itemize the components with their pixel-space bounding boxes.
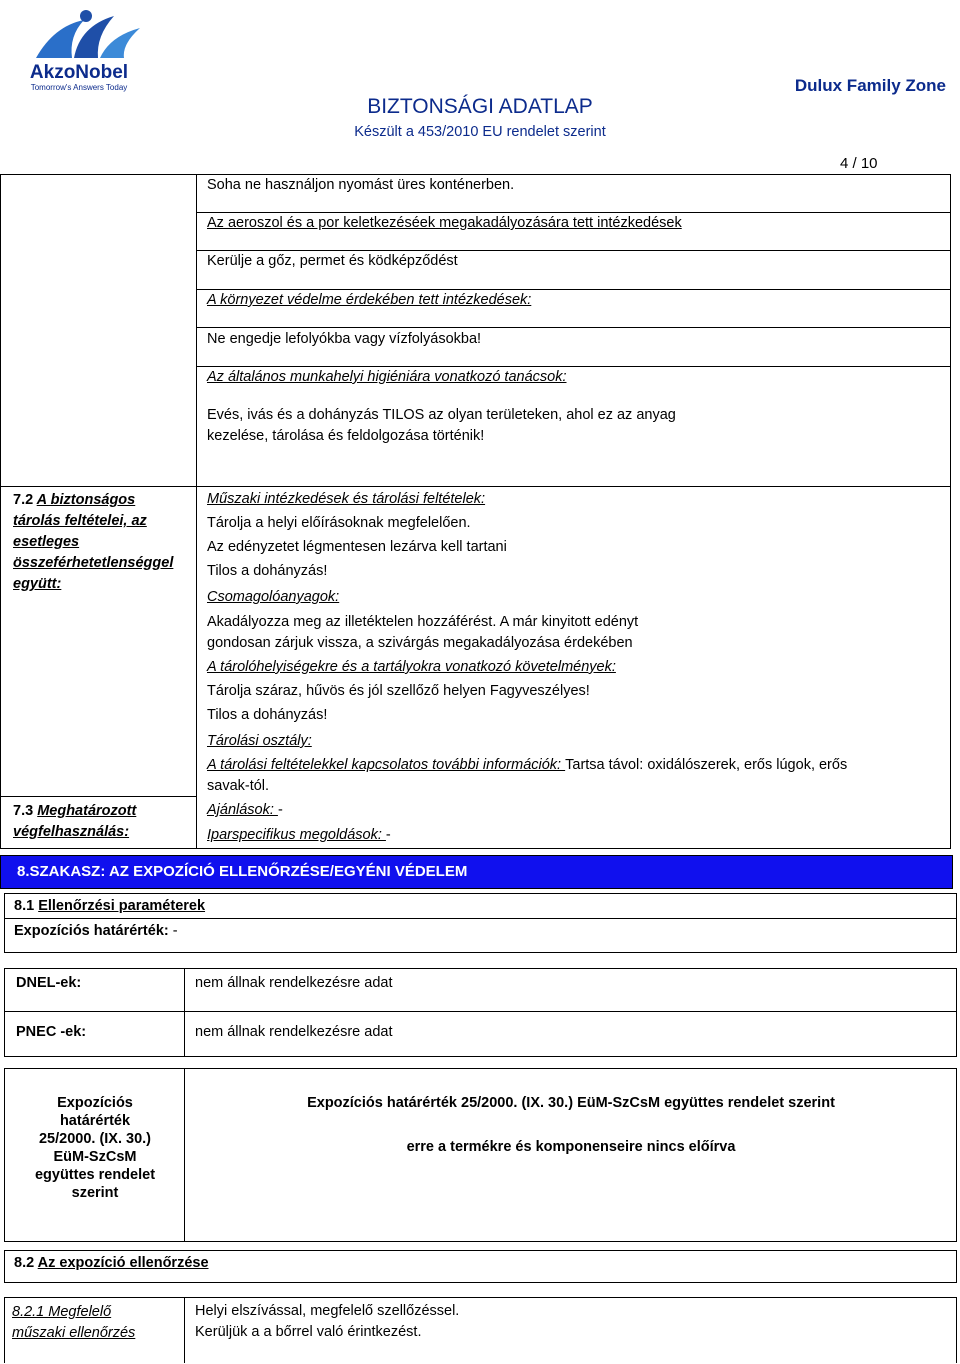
section-title: Az expozíció ellenőrzése <box>37 1255 209 1271</box>
table-border <box>956 1068 957 1242</box>
table-border <box>4 1250 957 1251</box>
subheading: Tárolási osztály: <box>207 733 312 749</box>
text-row: kezelése, tárolása és feldolgozása történik! <box>207 428 485 444</box>
table-border <box>950 174 951 849</box>
table-border <box>4 893 957 894</box>
page-number: 4 / 10 <box>840 155 878 172</box>
subheading: A tárolási feltételekkel kapcsolatos további információk: <box>207 757 566 773</box>
limit-right-title: Expozíciós határérték 25/2000. (IX. 30.) EüM-SzCsM együttes rendelet szerint <box>307 1095 835 1111</box>
table-border <box>4 1282 957 1283</box>
text-row: Soha ne használjon nyomást üres konténerben. <box>207 177 515 193</box>
title-line: összeférhetetlenséggel <box>13 555 174 571</box>
subheading: Műszaki intézkedések és tárolási feltételek: <box>207 491 486 507</box>
text-value: - <box>385 827 391 843</box>
section-8-1-title <box>14 898 205 914</box>
table-border <box>956 1250 957 1283</box>
text-row: Akadályozza meg az illetéktelen hozzáférést. A már kinyitott edényt <box>207 614 639 630</box>
cell-line: EüM-SzCsM <box>53 1149 137 1165</box>
limit-right-note: erre a termékre és komponenseire nincs előírva <box>406 1139 736 1155</box>
dnel-value: nem állnak rendelkezésre adat <box>195 975 393 991</box>
text-row: Tilos a dohányzás! <box>207 707 328 723</box>
subheading: A környezet védelme érdekében tett intézkedések: <box>207 292 532 308</box>
section-number: 7.2 <box>13 492 34 508</box>
limit-left-cell <box>8 1094 182 1202</box>
text-row <box>207 827 391 843</box>
logo-text: AkzoNobel <box>29 62 129 83</box>
row-divider <box>0 486 951 487</box>
subheading: Az aeroszol és a por keletkezéséek megakadályozására tett intézkedések <box>207 215 682 231</box>
table-border <box>956 893 957 953</box>
akzonobel-logo <box>14 6 144 94</box>
table-border <box>4 968 5 1057</box>
subheading: Az általános munkahelyi higiéniára vonatkozó tanácsok: <box>207 369 567 385</box>
document-title: BIZTONSÁGI ADATLAP <box>367 95 593 118</box>
table-border <box>4 1068 5 1242</box>
label: Expozíciós határérték: <box>14 923 169 939</box>
subheading: Ajánlások: <box>207 802 278 818</box>
section-8-banner <box>0 855 953 889</box>
cell-line: 25/2000. (IX. 30.) <box>38 1131 152 1147</box>
title-line: A biztonságos <box>36 492 136 508</box>
text-row: savak-tól. <box>207 778 270 794</box>
section-8-2-title <box>14 1255 209 1271</box>
title-line: együtt: <box>13 576 62 592</box>
section-title: Ellenőrzési paraméterek <box>38 898 206 914</box>
dnel-label: DNEL-ek: <box>16 975 82 991</box>
subheading: A tárolóhelyiségekre és a tartályokra vonatkozó követelmények: <box>207 659 616 675</box>
cell-line: Expozíciós <box>57 1095 133 1111</box>
table-border <box>4 968 957 969</box>
text-value: Tartsa távol: oxidálószerek, erős lúgok, erős <box>565 757 848 773</box>
exposure-limit-row <box>14 923 178 939</box>
table-border <box>4 1241 957 1242</box>
product-name: Dulux Family Zone <box>794 76 946 95</box>
table-border <box>184 1068 185 1242</box>
text-row: Kerüljük a a bőrrel való érintkezést. <box>195 1324 422 1340</box>
document-subtitle: Készült a 453/2010 EU rendelet szerint <box>354 124 606 140</box>
row-divider <box>196 212 951 213</box>
text-row: Tilos a dohányzás! <box>207 563 328 579</box>
logo-tagline: Tomorrow's Answers Today <box>30 83 128 92</box>
section-8-title: 8.SZAKASZ: AZ EXPOZÍCIÓ ELLENŐRZÉSE/EGYÉNI VÉDELEM <box>17 863 468 880</box>
table-border <box>4 1297 5 1363</box>
text-row: Az edényzetet légmentesen lezárva kell tartani <box>207 539 507 555</box>
cell-line: határérték <box>59 1113 131 1129</box>
text-row: Helyi elszívással, megfelelő szellőzéssel. <box>195 1303 460 1319</box>
pnec-value: nem állnak rendelkezésre adat <box>195 1024 393 1040</box>
table-border <box>4 1250 5 1283</box>
section-number: 8.1 <box>14 898 35 914</box>
text-value: - <box>277 802 283 818</box>
section-number: 8.2 <box>14 1255 35 1271</box>
section-number: 7.3 <box>13 803 34 819</box>
table-border <box>0 174 1 849</box>
text-row: Evés, ivás és a dohányzás TILOS az olyan területeken, ahol ez az anyag <box>207 407 676 423</box>
text-row: Kerülje a gőz, permet és ködképződést <box>207 253 458 269</box>
table-border <box>0 848 951 849</box>
table-border <box>4 1068 957 1069</box>
table-border <box>0 174 951 175</box>
title-line: Meghatározott <box>37 803 137 819</box>
value: - <box>168 923 178 939</box>
table-border <box>4 952 957 953</box>
table-border <box>4 1056 957 1057</box>
row-divider <box>196 327 951 328</box>
section-7-3-title <box>13 801 193 843</box>
pnec-label: PNEC -ek: <box>16 1024 87 1040</box>
table-border <box>184 968 185 1057</box>
table-border <box>956 1297 957 1363</box>
title-line: műszaki ellenőrzés <box>12 1325 136 1341</box>
title-line: végfelhasználás: <box>13 824 130 840</box>
subheading: Iparspecifikus megoldások: <box>207 827 386 843</box>
row-divider <box>196 289 951 290</box>
text-row: gondosan zárjuk vissza, a szivárgás megakadályozása érdekében <box>207 635 633 651</box>
row-divider <box>196 250 951 251</box>
table-border <box>184 1297 185 1363</box>
text-row <box>207 757 847 773</box>
title-line: tárolás feltételei, az <box>13 513 147 529</box>
text-row <box>207 802 283 818</box>
cell-line: szerint <box>71 1185 119 1201</box>
table-border <box>956 968 957 1057</box>
row-divider <box>4 1011 957 1012</box>
subheading: Csomagolóanyagok: <box>207 589 340 605</box>
section-7-2-title <box>13 490 193 595</box>
text-row: Tárolja száraz, hűvös és jól szellőző helyen Fagyveszélyes! <box>207 683 590 699</box>
row-divider <box>0 796 197 797</box>
row-divider <box>196 366 951 367</box>
cell-line: együttes rendelet <box>34 1167 156 1183</box>
title-line: esetleges <box>13 534 80 550</box>
text-row: Ne engedje lefolyókba vagy vízfolyásokba! <box>207 331 482 347</box>
table-border <box>4 893 5 953</box>
table-border <box>4 1297 957 1298</box>
table-border <box>196 174 197 849</box>
text-row: Tárolja a helyi előírásoknak megfelelően. <box>207 515 471 531</box>
section-8-2-1-title <box>12 1302 182 1344</box>
title-line: 8.2.1 Megfelelő <box>12 1304 112 1320</box>
row-divider <box>4 918 957 919</box>
